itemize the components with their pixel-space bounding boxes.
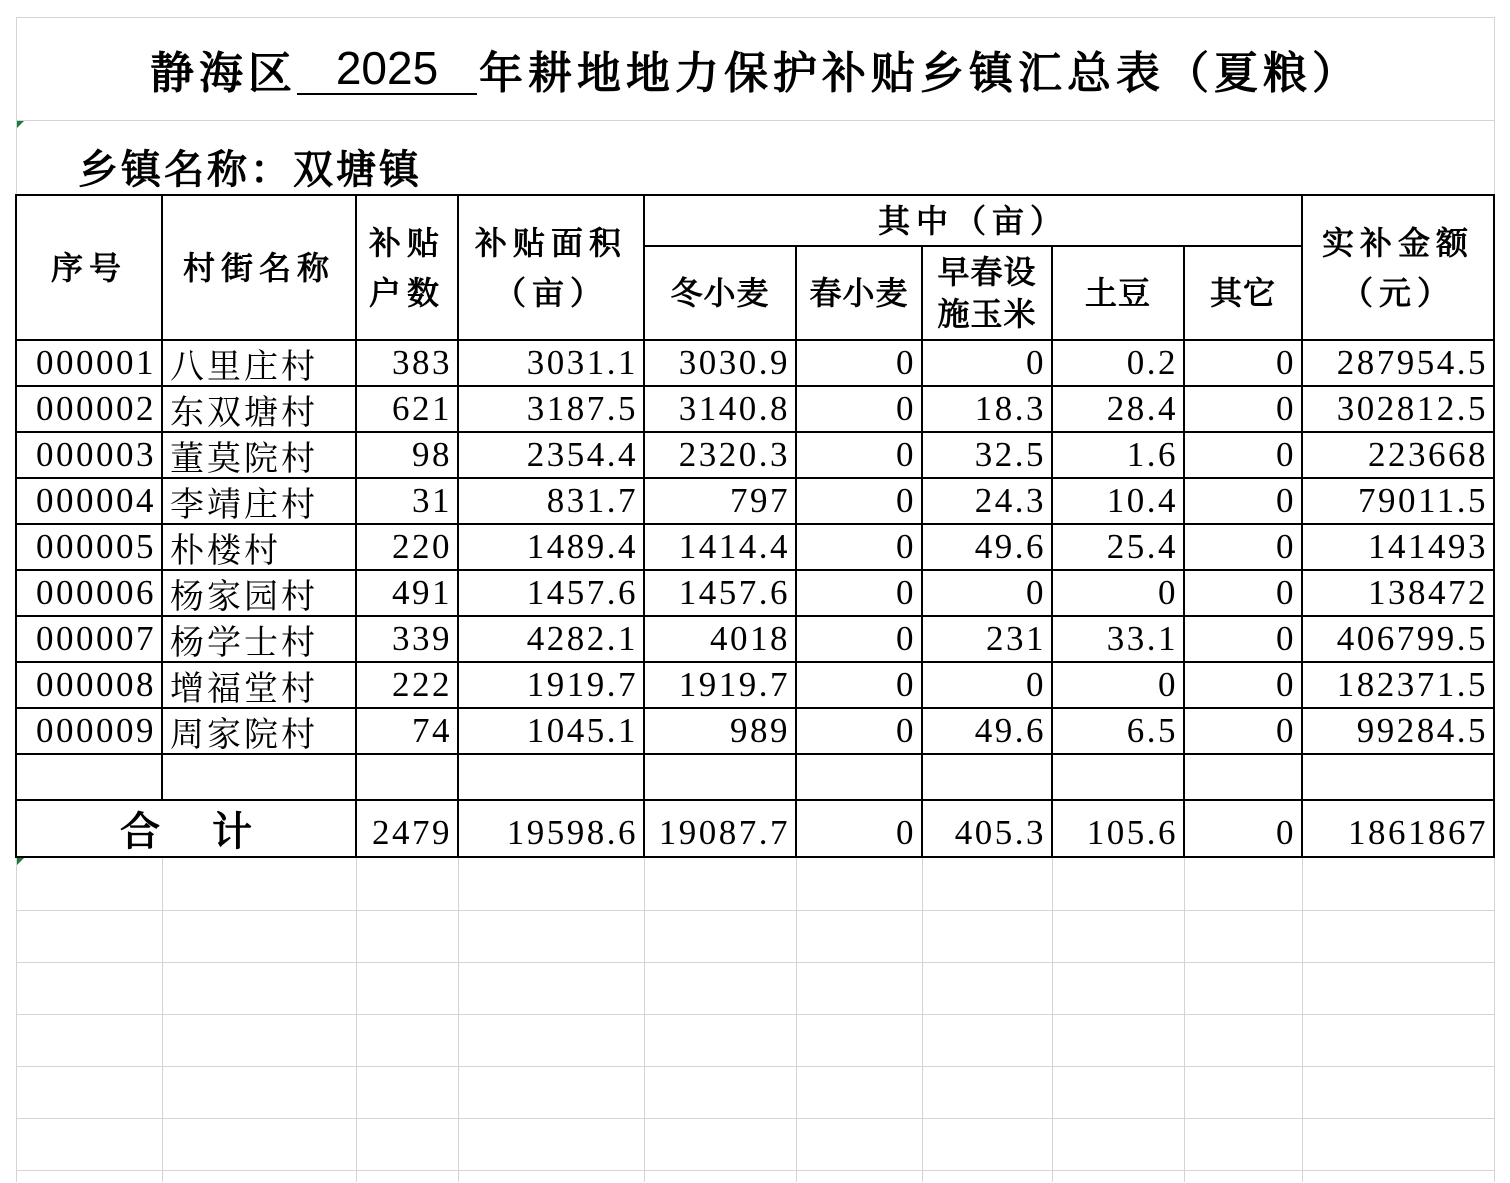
empty-cell[interactable] [1053, 1119, 1184, 1170]
cell-households[interactable]: 383 [357, 341, 457, 385]
empty-cell[interactable] [1185, 858, 1302, 910]
empty-cell[interactable] [645, 1015, 796, 1066]
cell-village[interactable]: 杨家园村 [163, 571, 355, 615]
title-year: 2025 [297, 43, 477, 95]
total-area[interactable]: 19598.6 [459, 801, 643, 856]
empty-cell[interactable] [17, 911, 162, 962]
cell-other[interactable]: 0 [1185, 341, 1301, 385]
empty-cell[interactable] [923, 1171, 1052, 1182]
cell-corn[interactable]: 0 [923, 571, 1051, 615]
cell-winter-wheat[interactable]: 2320.3 [645, 433, 795, 477]
cell-spring-wheat[interactable]: 0 [797, 617, 921, 661]
cell-other[interactable]: 0 [1185, 525, 1301, 569]
cell-amount[interactable]: 223668 [1303, 433, 1493, 477]
empty-cell[interactable] [1185, 1171, 1302, 1182]
empty-cell[interactable] [1185, 1067, 1302, 1118]
cell-seq[interactable]: 000003 [17, 433, 161, 477]
empty-cell[interactable] [797, 963, 922, 1014]
cell-amount[interactable]: 79011.5 [1303, 479, 1493, 523]
cell-spring-wheat[interactable]: 0 [797, 663, 921, 707]
cell-spring-wheat[interactable]: 0 [797, 341, 921, 385]
cell-village[interactable]: 朴楼村 [163, 525, 355, 569]
empty-cell[interactable] [1303, 755, 1493, 799]
empty-cell[interactable] [1053, 1171, 1184, 1182]
cell-spring-wheat[interactable]: 0 [797, 387, 921, 431]
cell-spring-wheat[interactable]: 0 [797, 479, 921, 523]
empty-cell[interactable] [1303, 1067, 1494, 1118]
empty-cell[interactable] [163, 858, 356, 910]
cell-households[interactable]: 74 [357, 709, 457, 753]
empty-cell[interactable] [357, 858, 458, 910]
cell-households[interactable]: 98 [357, 433, 457, 477]
empty-cell[interactable] [645, 1067, 796, 1118]
cell-households[interactable]: 220 [357, 525, 457, 569]
cell-area[interactable]: 3187.5 [459, 387, 643, 431]
empty-cell[interactable] [923, 911, 1052, 962]
cell-area[interactable]: 1457.6 [459, 571, 643, 615]
cell-potato[interactable]: 1.6 [1053, 433, 1183, 477]
header-amount-line: 实补金额 [1321, 224, 1474, 261]
cell-spring-wheat[interactable]: 0 [797, 433, 921, 477]
total-spring-wheat[interactable]: 0 [797, 801, 921, 856]
header-households-line: 补贴 [368, 224, 445, 261]
empty-cell[interactable] [357, 755, 457, 799]
cell-households[interactable]: 339 [357, 617, 457, 661]
error-indicator [17, 121, 24, 128]
empty-cell[interactable] [645, 1119, 796, 1170]
header-amount-line: （元） [1340, 274, 1455, 311]
cell-potato[interactable]: 0.2 [1053, 341, 1183, 385]
header-corn-line: 施玉米 [937, 296, 1037, 332]
empty-cell[interactable] [797, 1171, 922, 1182]
empty-cell[interactable] [923, 1067, 1052, 1118]
cell-seq[interactable]: 000009 [17, 709, 161, 753]
empty-cell[interactable] [357, 963, 458, 1014]
empty-cell[interactable] [357, 911, 458, 962]
cell-winter-wheat[interactable]: 989 [645, 709, 795, 753]
cell-seq[interactable]: 000007 [17, 617, 161, 661]
empty-cell[interactable] [923, 963, 1052, 1014]
cell-potato[interactable]: 0 [1053, 571, 1183, 615]
empty-cell[interactable] [1053, 755, 1183, 799]
cell-potato[interactable]: 28.4 [1053, 387, 1183, 431]
empty-cell[interactable] [459, 858, 644, 910]
cell-village[interactable]: 董莫院村 [163, 433, 355, 477]
cell-village[interactable]: 八里庄村 [163, 341, 355, 385]
empty-cell[interactable] [459, 963, 644, 1014]
empty-cell[interactable] [923, 1015, 1052, 1066]
empty-cell[interactable] [459, 1171, 644, 1182]
empty-cell[interactable] [1053, 911, 1184, 962]
empty-cell[interactable] [645, 963, 796, 1014]
header-amount[interactable] [1303, 196, 1493, 339]
cell-seq[interactable]: 000004 [17, 479, 161, 523]
cell-corn[interactable]: 24.3 [923, 479, 1051, 523]
empty-cell[interactable] [1303, 1171, 1494, 1182]
header-area[interactable] [459, 196, 643, 339]
cell-winter-wheat[interactable]: 3030.9 [645, 341, 795, 385]
empty-cell[interactable] [645, 858, 796, 910]
header-village[interactable]: 村街名称 [163, 196, 355, 339]
empty-cell[interactable] [163, 1171, 356, 1182]
empty-cell[interactable] [163, 1067, 356, 1118]
empty-cell[interactable] [645, 1171, 796, 1182]
empty-cell[interactable] [459, 1067, 644, 1118]
empty-cell[interactable] [797, 755, 921, 799]
title-cell[interactable] [16, 17, 1495, 121]
cell-households[interactable]: 621 [357, 387, 457, 431]
empty-cell[interactable] [923, 858, 1052, 910]
title-suffix: 年耕地地力保护补贴乡镇汇总表（夏粮） [479, 49, 1361, 98]
empty-cell[interactable] [1185, 755, 1301, 799]
cell-corn[interactable]: 49.6 [923, 525, 1051, 569]
header-breakdown[interactable]: 其中（亩） [645, 196, 1301, 245]
cell-village[interactable]: 周家院村 [163, 709, 355, 753]
cell-winter-wheat[interactable]: 1919.7 [645, 663, 795, 707]
cell-households[interactable]: 491 [357, 571, 457, 615]
empty-cell[interactable] [923, 1119, 1052, 1170]
empty-cell[interactable] [17, 1015, 162, 1066]
empty-cell[interactable] [1185, 911, 1302, 962]
cell-seq[interactable]: 000001 [17, 341, 161, 385]
empty-cell[interactable] [163, 963, 356, 1014]
cell-area[interactable]: 1045.1 [459, 709, 643, 753]
header-other[interactable]: 其它 [1185, 247, 1301, 339]
cell-amount[interactable]: 141493 [1303, 525, 1493, 569]
empty-cell[interactable] [459, 755, 643, 799]
cell-spring-wheat[interactable]: 0 [797, 571, 921, 615]
header-corn-line: 早春设 [937, 254, 1037, 290]
empty-grid [16, 858, 1495, 1182]
cell-amount[interactable]: 182371.5 [1303, 663, 1493, 707]
total-amount[interactable]: 1861867 [1303, 801, 1493, 856]
cell-winter-wheat[interactable]: 797 [645, 479, 795, 523]
cell-winter-wheat[interactable]: 3140.8 [645, 387, 795, 431]
empty-cell[interactable] [797, 1067, 922, 1118]
cell-area[interactable]: 1489.4 [459, 525, 643, 569]
cell-households[interactable]: 222 [357, 663, 457, 707]
empty-cell[interactable] [797, 911, 922, 962]
cell-winter-wheat[interactable]: 1457.6 [645, 571, 795, 615]
empty-cell[interactable] [17, 1119, 162, 1170]
cell-winter-wheat[interactable]: 4018 [645, 617, 795, 661]
cell-amount[interactable]: 287954.5 [1303, 341, 1493, 385]
cell-area[interactable]: 4282.1 [459, 617, 643, 661]
empty-cell[interactable] [459, 911, 644, 962]
empty-cell[interactable] [17, 1067, 162, 1118]
cell-other[interactable]: 0 [1185, 709, 1301, 753]
empty-cell[interactable] [17, 755, 161, 799]
cell-other[interactable]: 0 [1185, 617, 1301, 661]
cell-amount[interactable]: 138472 [1303, 571, 1493, 615]
total-other[interactable]: 0 [1185, 801, 1301, 856]
cell-potato[interactable]: 0 [1053, 663, 1183, 707]
cell-potato[interactable]: 25.4 [1053, 525, 1183, 569]
cell-corn[interactable]: 18.3 [923, 387, 1051, 431]
empty-cell[interactable] [1053, 858, 1184, 910]
total-label[interactable]: 合 计 [17, 801, 355, 856]
empty-cell[interactable] [459, 1015, 644, 1066]
cell-other[interactable]: 0 [1185, 479, 1301, 523]
empty-cell[interactable] [459, 1119, 644, 1170]
empty-cell[interactable] [17, 1171, 162, 1182]
cell-area[interactable]: 831.7 [459, 479, 643, 523]
header-households-line: 户数 [368, 274, 445, 311]
cell-potato[interactable]: 6.5 [1053, 709, 1183, 753]
title-prefix: 静海区 [150, 49, 297, 98]
empty-cell[interactable] [1303, 1015, 1494, 1066]
cell-seq[interactable]: 000005 [17, 525, 161, 569]
header-corn[interactable] [923, 247, 1051, 339]
cell-village[interactable]: 杨学士村 [163, 617, 355, 661]
total-winter-wheat[interactable]: 19087.7 [645, 801, 795, 856]
cell-households[interactable]: 31 [357, 479, 457, 523]
empty-cell[interactable] [357, 1067, 458, 1118]
empty-cell[interactable] [17, 858, 162, 910]
empty-cell[interactable] [1303, 858, 1494, 910]
cell-winter-wheat[interactable]: 1414.4 [645, 525, 795, 569]
cell-corn[interactable]: 0 [923, 663, 1051, 707]
cell-corn[interactable]: 231 [923, 617, 1051, 661]
empty-cell[interactable] [797, 858, 922, 910]
cell-area[interactable]: 2354.4 [459, 433, 643, 477]
cell-village[interactable]: 李靖庄村 [163, 479, 355, 523]
cell-other[interactable]: 0 [1185, 571, 1301, 615]
summary-table [15, 194, 1495, 858]
total-corn[interactable]: 405.3 [923, 801, 1051, 856]
empty-cell[interactable] [163, 911, 356, 962]
empty-cell[interactable] [357, 1171, 458, 1182]
total-potato[interactable]: 105.6 [1053, 801, 1183, 856]
cell-corn[interactable]: 0 [923, 341, 1051, 385]
empty-cell[interactable] [1185, 1119, 1302, 1170]
cell-other[interactable]: 0 [1185, 433, 1301, 477]
empty-cell[interactable] [163, 1015, 356, 1066]
empty-cell[interactable] [645, 911, 796, 962]
cell-village[interactable]: 东双塘村 [163, 387, 355, 431]
cell-seq[interactable]: 000006 [17, 571, 161, 615]
cell-other[interactable]: 0 [1185, 387, 1301, 431]
empty-cell[interactable] [1303, 911, 1494, 962]
empty-cell[interactable] [797, 1015, 922, 1066]
cell-spring-wheat[interactable]: 0 [797, 709, 921, 753]
header-seq[interactable]: 序号 [17, 196, 161, 339]
cell-seq[interactable]: 000002 [17, 387, 161, 431]
cell-seq[interactable]: 000008 [17, 663, 161, 707]
empty-cell[interactable] [163, 755, 355, 799]
empty-cell[interactable] [1053, 963, 1184, 1014]
cell-potato[interactable]: 10.4 [1053, 479, 1183, 523]
empty-cell[interactable] [797, 1119, 922, 1170]
cell-amount[interactable]: 302812.5 [1303, 387, 1493, 431]
empty-cell[interactable] [645, 755, 795, 799]
empty-cell[interactable] [17, 963, 162, 1014]
township-value: 双塘镇 [293, 147, 422, 192]
cell-potato[interactable]: 33.1 [1053, 617, 1183, 661]
cell-area[interactable]: 1919.7 [459, 663, 643, 707]
cell-other[interactable]: 0 [1185, 663, 1301, 707]
empty-cell[interactable] [923, 755, 1051, 799]
empty-cell[interactable] [1303, 963, 1494, 1014]
empty-cell[interactable] [163, 1119, 356, 1170]
empty-cell[interactable] [1185, 1015, 1302, 1066]
cell-village[interactable]: 增福堂村 [163, 663, 355, 707]
header-area-line: （亩） [493, 274, 608, 311]
cell-amount[interactable]: 99284.5 [1303, 709, 1493, 753]
empty-cell[interactable] [1185, 963, 1302, 1014]
empty-cell[interactable] [357, 1119, 458, 1170]
header-households[interactable] [357, 196, 457, 339]
total-households[interactable]: 2479 [357, 801, 457, 856]
cell-corn[interactable]: 32.5 [923, 433, 1051, 477]
header-area-line: 补贴面积 [474, 224, 627, 261]
header-potato[interactable]: 土豆 [1053, 247, 1183, 339]
empty-cell[interactable] [1053, 1015, 1184, 1066]
header-winter-wheat[interactable]: 冬小麦 [645, 247, 795, 339]
township-cell[interactable] [16, 121, 1495, 195]
cell-amount[interactable]: 406799.5 [1303, 617, 1493, 661]
empty-cell[interactable] [1303, 1119, 1494, 1170]
cell-spring-wheat[interactable]: 0 [797, 525, 921, 569]
township-label: 乡镇名称： [78, 147, 293, 192]
cell-area[interactable]: 3031.1 [459, 341, 643, 385]
cell-corn[interactable]: 49.6 [923, 709, 1051, 753]
header-spring-wheat[interactable]: 春小麦 [797, 247, 921, 339]
empty-cell[interactable] [1053, 1067, 1184, 1118]
empty-cell[interactable] [357, 1015, 458, 1066]
error-indicator [17, 858, 24, 865]
